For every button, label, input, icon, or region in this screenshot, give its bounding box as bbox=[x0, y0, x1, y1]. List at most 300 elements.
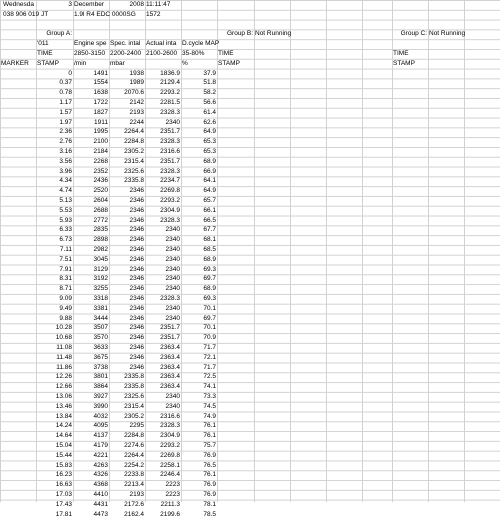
cell-actual-intake[interactable]: 2351.7 bbox=[160, 334, 180, 342]
cell-spec-intake[interactable]: 2346 bbox=[129, 334, 144, 342]
cell-engine-speed[interactable]: 4179 bbox=[93, 442, 108, 449]
table-row bbox=[0, 98, 500, 108]
cell-spec-intake[interactable]: 2162.4 bbox=[124, 510, 144, 518]
cell-spec-intake[interactable]: 2172.6 bbox=[124, 500, 144, 508]
spec-duty-cycle-range[interactable]: 35-80% bbox=[182, 50, 205, 57]
cell-time-stamp[interactable]: 8.71 bbox=[59, 285, 72, 293]
cell-spec-intake[interactable]: 2335.8 bbox=[124, 383, 144, 391]
cell-spec-intake[interactable]: 2264.4 bbox=[124, 451, 144, 459]
cell-engine-speed[interactable]: 3675 bbox=[93, 353, 108, 361]
cell-engine-speed[interactable]: 2982 bbox=[93, 246, 108, 253]
cell-duty-cycle[interactable]: 65.3 bbox=[203, 138, 216, 146]
cell-duty-cycle[interactable]: 68.9 bbox=[203, 285, 216, 293]
cell-engine-speed[interactable]: 3738 bbox=[93, 363, 108, 371]
cell-time-stamp[interactable]: 13.46 bbox=[55, 402, 72, 410]
cell-duty-cycle[interactable]: 76.5 bbox=[203, 461, 216, 469]
cell-duty-cycle[interactable]: 76.9 bbox=[203, 491, 216, 498]
cell-actual-intake[interactable]: 2129.4 bbox=[160, 79, 180, 87]
header-time[interactable]: TIME bbox=[37, 50, 53, 57]
cell-engine-speed[interactable]: 2772 bbox=[93, 216, 108, 224]
cell-engine-speed[interactable]: 1491 bbox=[93, 69, 108, 77]
cell-actual-intake[interactable]: 2281.5 bbox=[160, 99, 180, 106]
cell-actual-intake[interactable]: 2363.4 bbox=[160, 363, 180, 371]
cell-engine-speed[interactable]: 3864 bbox=[93, 383, 108, 391]
cell-spec-intake[interactable]: 2233.8 bbox=[124, 471, 144, 479]
table-row bbox=[0, 421, 500, 431]
cell-actual-intake[interactable]: 2223 bbox=[165, 481, 180, 489]
cell-duty-cycle[interactable]: 76.9 bbox=[203, 451, 216, 459]
cell-duty-cycle[interactable]: 74.9 bbox=[203, 412, 216, 420]
cell-spec-intake[interactable]: 2193 bbox=[129, 108, 144, 116]
cell-duty-cycle[interactable]: 70.1 bbox=[203, 324, 216, 332]
cell-spec-intake[interactable]: 2335.8 bbox=[124, 177, 144, 185]
cell-duty-cycle[interactable]: 70.1 bbox=[203, 304, 216, 312]
cell-month[interactable]: December bbox=[74, 1, 104, 8]
cell-actual-intake[interactable]: 2328.3 bbox=[160, 216, 180, 224]
table-row bbox=[0, 284, 500, 294]
table-row bbox=[0, 323, 500, 333]
header-marker[interactable]: MARKER bbox=[1, 59, 29, 67]
cell-spec-intake[interactable]: 2346 bbox=[129, 363, 144, 371]
header-engine-speed[interactable]: Engine spe bbox=[74, 40, 107, 48]
cell-actual-intake[interactable]: 2340 bbox=[165, 285, 180, 293]
table-row bbox=[0, 186, 500, 196]
cell-spec-intake[interactable]: 2305.2 bbox=[124, 148, 144, 155]
cell-time-stamp[interactable]: 17.03 bbox=[55, 491, 72, 498]
cell-time-stamp[interactable]: 4.74 bbox=[59, 187, 72, 195]
cell-duty-cycle[interactable]: 69.7 bbox=[203, 314, 216, 322]
cell-engine-speed[interactable]: 2898 bbox=[93, 236, 108, 244]
cell-time-stamp[interactable]: 13.84 bbox=[55, 412, 72, 420]
cell-time-stamp[interactable]: 1.17 bbox=[59, 99, 72, 106]
cell-engine-speed[interactable]: 4431 bbox=[93, 500, 108, 508]
table-row bbox=[0, 235, 500, 245]
cell-time-stamp[interactable]: 15.83 bbox=[55, 461, 72, 469]
cell-duty-cycle[interactable]: 58.2 bbox=[203, 89, 216, 97]
cell-engine-speed[interactable]: 2184 bbox=[93, 148, 108, 155]
cell-actual-intake[interactable]: 2340 bbox=[165, 236, 180, 244]
cell-spec-intake[interactable]: 2346 bbox=[129, 226, 144, 234]
table-row bbox=[0, 392, 500, 402]
cell-duty-cycle[interactable]: 51.8 bbox=[203, 79, 216, 87]
unit-mbar[interactable]: mbar bbox=[110, 59, 125, 67]
cell-spec-intake[interactable]: 2346 bbox=[129, 275, 144, 283]
cell-time-stamp[interactable]: 0.37 bbox=[59, 79, 72, 87]
cell-actual-intake[interactable]: 2363.4 bbox=[160, 353, 180, 361]
cell-time-stamp[interactable]: 5.53 bbox=[59, 206, 72, 214]
cell-spec-intake[interactable]: 2346 bbox=[129, 324, 144, 332]
table-row bbox=[0, 343, 500, 353]
cell-time[interactable]: 11:11:47 bbox=[146, 1, 171, 8]
cell-duty-cycle[interactable]: 71.7 bbox=[203, 344, 216, 351]
cell-engine-speed[interactable]: 2688 bbox=[93, 206, 108, 214]
table-row bbox=[0, 412, 500, 422]
cell-spec-intake[interactable]: 2315.4 bbox=[124, 157, 144, 165]
cell-time-stamp[interactable]: 3.96 bbox=[59, 167, 72, 175]
cell-day[interactable]: 3 bbox=[68, 1, 72, 8]
spec-engine-speed-range[interactable]: 2850-3150 bbox=[74, 50, 106, 57]
table-row bbox=[0, 431, 500, 441]
cell-engine-speed[interactable]: 1995 bbox=[93, 128, 108, 136]
sheet-row-spec-ranges bbox=[0, 49, 500, 59]
cell-duty-cycle[interactable]: 76.1 bbox=[203, 432, 216, 440]
cell-time-stamp[interactable]: 5.93 bbox=[59, 216, 72, 224]
cell-spec-intake[interactable]: 2346 bbox=[129, 216, 144, 224]
cell-duty-cycle[interactable]: 66.5 bbox=[203, 216, 216, 224]
table-row bbox=[0, 441, 500, 451]
cell-engine-speed[interactable]: 3507 bbox=[93, 324, 108, 332]
cell-time-stamp[interactable]: 7.91 bbox=[59, 265, 72, 273]
cell-time-stamp[interactable]: 10.28 bbox=[55, 324, 72, 332]
header-duty-cycle-map[interactable]: D.cycle MAP bbox=[182, 40, 220, 48]
cell-duty-cycle[interactable]: 68.9 bbox=[203, 157, 216, 165]
cell-duty-cycle[interactable]: 72.5 bbox=[203, 373, 216, 381]
cell-actual-intake[interactable]: 2246.4 bbox=[160, 471, 180, 479]
cell-engine-speed[interactable]: 2604 bbox=[93, 197, 108, 204]
cell-time-stamp[interactable]: 17.81 bbox=[55, 510, 72, 518]
table-row bbox=[0, 206, 500, 216]
cell-actual-intake[interactable]: 2340 bbox=[165, 118, 180, 126]
cell-duty-cycle[interactable]: 73.3 bbox=[203, 393, 216, 400]
cell-engine-speed[interactable]: 2520 bbox=[93, 187, 108, 195]
cell-spec-intake[interactable]: 2142 bbox=[129, 99, 144, 106]
cell-duty-cycle[interactable]: 78.5 bbox=[203, 510, 216, 518]
cell-actual-intake[interactable]: 2363.4 bbox=[160, 373, 180, 381]
cell-duty-cycle[interactable]: 65.3 bbox=[203, 148, 216, 155]
cell-engine-speed[interactable]: 2100 bbox=[93, 138, 108, 146]
cell-spec-intake[interactable]: 2315.4 bbox=[124, 402, 144, 410]
cell-engine-speed[interactable]: 1911 bbox=[94, 118, 108, 126]
cell-time-stamp[interactable]: 2.76 bbox=[59, 138, 72, 146]
cell-actual-intake[interactable]: 2340 bbox=[165, 275, 180, 283]
table-row bbox=[0, 372, 500, 382]
cell-engine-speed[interactable]: 4263 bbox=[93, 461, 108, 469]
cell-group-c-status[interactable]: Not Running bbox=[429, 30, 466, 38]
header-group-b-time[interactable]: TIME bbox=[218, 50, 234, 57]
cell-spec-intake[interactable]: 2346 bbox=[129, 236, 144, 244]
header-spec-intake[interactable]: Spec. intal bbox=[110, 40, 141, 48]
cell-spec-intake[interactable]: 2325.6 bbox=[124, 393, 144, 400]
cell-weekday[interactable]: Wednesda bbox=[3, 1, 34, 8]
table-row bbox=[0, 88, 500, 98]
cell-time-stamp[interactable]: 14.24 bbox=[55, 422, 72, 430]
cell-spec-intake[interactable]: 1989 bbox=[129, 79, 144, 87]
cell-time-stamp[interactable]: 0 bbox=[68, 69, 72, 77]
header-group-b-stamp[interactable]: STAMP bbox=[218, 59, 240, 67]
cell-duty-cycle[interactable]: 67.7 bbox=[203, 226, 216, 234]
table-row bbox=[0, 69, 500, 79]
cell-duty-cycle[interactable]: 62.6 bbox=[203, 118, 216, 126]
cell-spec-intake[interactable]: 2346 bbox=[129, 304, 144, 312]
cell-time-stamp[interactable]: 11.48 bbox=[56, 353, 72, 361]
header-group-c-stamp[interactable]: STAMP bbox=[393, 59, 415, 67]
cell-spec-intake[interactable]: 2346 bbox=[129, 295, 144, 302]
cell-actual-intake[interactable]: 2363.4 bbox=[160, 344, 180, 351]
cell-time-stamp[interactable]: 13.06 bbox=[55, 393, 72, 400]
cell-engine-speed[interactable]: 3927 bbox=[93, 393, 108, 400]
cell-time-stamp[interactable]: 1.97 bbox=[59, 118, 72, 126]
cell-engine-speed[interactable]: 3801 bbox=[93, 373, 108, 381]
table-row bbox=[0, 490, 500, 500]
cell-duty-cycle[interactable]: 61.4 bbox=[203, 108, 216, 116]
table-row bbox=[0, 314, 500, 324]
cell-duty-cycle[interactable]: 74.1 bbox=[203, 383, 216, 391]
table-row bbox=[0, 402, 500, 412]
cell-actual-intake[interactable]: 2328.3 bbox=[160, 167, 180, 175]
cell-time-stamp[interactable]: 9.49 bbox=[59, 304, 72, 312]
cell-spec-intake[interactable]: 2264.4 bbox=[124, 128, 144, 136]
cell-duty-cycle[interactable]: 66.9 bbox=[203, 167, 216, 175]
cell-actual-intake[interactable]: 2340 bbox=[165, 304, 180, 312]
table-row bbox=[0, 304, 500, 314]
table-row bbox=[0, 470, 500, 480]
cell-time-stamp[interactable]: 16.23 bbox=[55, 471, 72, 479]
cell-duty-cycle[interactable]: 78.1 bbox=[203, 500, 216, 508]
cell-time-stamp[interactable]: 12.26 bbox=[55, 373, 72, 381]
cell-actual-intake[interactable]: 2293.2 bbox=[160, 89, 180, 97]
cell-duty-cycle[interactable]: 56.6 bbox=[203, 99, 216, 106]
cell-engine-speed[interactable]: 1554 bbox=[93, 79, 108, 87]
cell-time-stamp[interactable]: 10.68 bbox=[55, 334, 72, 342]
cell-engine-speed[interactable]: 1722 bbox=[93, 99, 108, 106]
spec-actual-intake-range[interactable]: 2100-2600 bbox=[146, 50, 178, 57]
cell-actual-intake[interactable]: 2351.7 bbox=[160, 128, 180, 136]
table-row bbox=[0, 382, 500, 392]
cell-spec-intake[interactable]: 2325.6 bbox=[124, 167, 144, 175]
cell-spec-intake[interactable]: 2346 bbox=[129, 344, 144, 351]
cell-engine-speed[interactable]: 3633 bbox=[93, 344, 108, 351]
cell-duty-cycle[interactable]: 68.5 bbox=[203, 246, 216, 253]
cell-actual-intake[interactable]: 2328.3 bbox=[160, 295, 180, 302]
cell-duty-cycle[interactable]: 64.1 bbox=[203, 177, 216, 185]
cell-engine-speed[interactable]: 2835 bbox=[93, 226, 108, 234]
cell-time-stamp[interactable]: 5.13 bbox=[59, 197, 72, 204]
cell-actual-intake[interactable]: 2269.8 bbox=[160, 451, 180, 459]
table-row bbox=[0, 225, 500, 235]
cell-spec-intake[interactable]: 2274.6 bbox=[124, 442, 144, 449]
header-stamp[interactable]: STAMP bbox=[37, 59, 59, 67]
cell-actual-intake[interactable]: 2340 bbox=[165, 265, 180, 273]
cell-actual-intake[interactable]: 2351.7 bbox=[160, 157, 180, 165]
cell-engine-speed[interactable]: 3990 bbox=[93, 402, 108, 410]
sheet-row-units bbox=[0, 59, 500, 69]
cell-duty-cycle[interactable]: 66.1 bbox=[203, 206, 216, 214]
cell-duty-cycle[interactable]: 71.7 bbox=[203, 363, 216, 371]
cell-spec-intake[interactable]: 1938 bbox=[129, 69, 144, 77]
cell-time-stamp[interactable]: 11.86 bbox=[56, 363, 72, 371]
cell-time-stamp[interactable]: 0.78 bbox=[59, 89, 72, 97]
cell-engine-speed[interactable]: 1638 bbox=[93, 89, 108, 97]
cell-engine-speed[interactable]: 3129 bbox=[93, 265, 108, 273]
cell-time-stamp[interactable]: 7.51 bbox=[59, 255, 72, 263]
cell-duty-cycle[interactable]: 74.5 bbox=[203, 402, 216, 410]
cell-time-stamp[interactable]: 6.73 bbox=[59, 236, 72, 244]
table-row bbox=[0, 127, 500, 137]
cell-actual-intake[interactable]: 2340 bbox=[165, 393, 180, 400]
cell-time-stamp[interactable]: 3.16 bbox=[59, 148, 72, 155]
table-row bbox=[0, 137, 500, 147]
cell-engine-speed[interactable]: 2436 bbox=[93, 177, 108, 185]
cell-time-stamp[interactable]: 3.56 bbox=[59, 157, 72, 165]
cell-duty-cycle[interactable]: 68.9 bbox=[203, 255, 216, 263]
header-group-c-time[interactable]: TIME bbox=[393, 50, 409, 57]
cell-group-a-label[interactable]: Group A: bbox=[46, 30, 72, 38]
cell-actual-intake[interactable]: 2223 bbox=[165, 491, 180, 498]
cell-time-stamp[interactable]: 15.04 bbox=[55, 442, 72, 449]
cell-engine-speed[interactable]: 4326 bbox=[93, 471, 108, 479]
cell-engine-speed[interactable]: 3570 bbox=[93, 334, 108, 342]
table-row bbox=[0, 176, 500, 186]
sheet-row-measurement-names bbox=[0, 39, 500, 49]
cell-actual-intake[interactable]: 2269.8 bbox=[160, 187, 180, 195]
unit-percent[interactable]: % bbox=[182, 59, 188, 67]
cell-spec-intake[interactable]: 2305.2 bbox=[124, 412, 144, 420]
cell-duty-cycle[interactable]: 64.9 bbox=[203, 187, 216, 195]
cell-actual-intake[interactable]: 2211.3 bbox=[160, 500, 180, 508]
cell-actual-intake[interactable]: 2304.9 bbox=[160, 206, 180, 214]
cell-spec-intake[interactable]: 2346 bbox=[129, 314, 144, 322]
cell-engine-speed[interactable]: 4137 bbox=[93, 432, 108, 440]
cell-engine-speed[interactable]: 3381 bbox=[93, 304, 108, 312]
cell-engine-speed[interactable]: 4032 bbox=[93, 412, 108, 420]
cell-part-number[interactable]: 038 906 019 JT bbox=[3, 10, 49, 18]
cell-spec-intake[interactable]: 2346 bbox=[129, 285, 144, 293]
cell-engine-speed[interactable]: 4410 bbox=[93, 491, 108, 498]
cell-engine-speed[interactable]: 3045 bbox=[93, 255, 108, 263]
cell-duty-cycle[interactable]: 69.3 bbox=[203, 295, 216, 302]
cell-spec-intake[interactable]: 2335.8 bbox=[124, 373, 144, 381]
cell-spec-intake[interactable]: 2346 bbox=[129, 246, 144, 253]
cell-duty-cycle[interactable]: 75.7 bbox=[203, 442, 216, 449]
cell-actual-intake[interactable]: 2199.6 bbox=[160, 510, 180, 518]
cell-actual-intake[interactable]: 2340 bbox=[165, 314, 180, 322]
cell-spec-intake[interactable]: 2193 bbox=[129, 491, 144, 498]
cell-group-b-label[interactable]: Group B: bbox=[226, 30, 253, 38]
table-row bbox=[0, 167, 500, 177]
table-row bbox=[0, 480, 500, 490]
cell-spec-intake[interactable]: 2346 bbox=[129, 255, 144, 263]
cell-duty-cycle[interactable]: 76.9 bbox=[203, 481, 216, 489]
cell-duty-cycle[interactable]: 69.7 bbox=[203, 275, 216, 283]
cell-engine-speed[interactable]: 4368 bbox=[93, 481, 108, 489]
cell-engine-speed[interactable]: 3255 bbox=[93, 285, 108, 293]
unit-per-min[interactable]: /min bbox=[74, 59, 87, 67]
cell-spec-intake[interactable]: 2284.8 bbox=[124, 138, 144, 146]
cell-spec-intake[interactable]: 2254.2 bbox=[124, 461, 144, 469]
cell-actual-intake[interactable]: 2351.7 bbox=[160, 324, 180, 332]
header-actual-intake[interactable]: Actual inta bbox=[146, 40, 177, 48]
cell-engine-speed[interactable]: 3444 bbox=[93, 314, 108, 322]
cell-spec-intake[interactable]: 2295 bbox=[129, 422, 144, 430]
cell-group-a-id[interactable]: '011 bbox=[37, 40, 49, 48]
cell-time-stamp[interactable]: 9.88 bbox=[59, 314, 72, 322]
cell-actual-intake[interactable]: 2328.3 bbox=[160, 108, 180, 116]
cell-actual-intake[interactable]: 2328.3 bbox=[160, 422, 180, 430]
cell-duty-cycle[interactable]: 76.1 bbox=[203, 422, 216, 430]
table-row bbox=[0, 333, 500, 343]
cell-duty-cycle[interactable]: 70.9 bbox=[203, 334, 216, 342]
cell-spec-intake[interactable]: 2244 bbox=[129, 118, 144, 126]
cell-spec-intake[interactable]: 2346 bbox=[129, 265, 144, 273]
table-row bbox=[0, 265, 500, 275]
cell-actual-intake[interactable]: 2328.3 bbox=[160, 138, 180, 146]
cell-time-stamp[interactable]: 6.33 bbox=[59, 226, 72, 234]
spec-intake-range[interactable]: 2200-2400 bbox=[110, 50, 142, 57]
cell-code[interactable]: 1572 bbox=[146, 10, 161, 18]
cell-group-c-label[interactable]: Group C: bbox=[400, 30, 427, 38]
cell-time-stamp[interactable]: 8.31 bbox=[59, 275, 72, 283]
cell-actual-intake[interactable]: 2340 bbox=[165, 402, 180, 410]
cell-actual-intake[interactable]: 2293.2 bbox=[160, 197, 180, 204]
cell-actual-intake[interactable]: 2316.6 bbox=[160, 412, 180, 420]
cell-engine-speed[interactable]: 4095 bbox=[93, 422, 108, 430]
table-row bbox=[0, 78, 500, 88]
cell-time-stamp[interactable]: 1.57 bbox=[59, 108, 72, 116]
cell-time-stamp[interactable]: 12.66 bbox=[55, 383, 72, 391]
cell-duty-cycle[interactable]: 72.1 bbox=[203, 353, 216, 361]
cell-engine-speed[interactable]: 4473 bbox=[93, 510, 108, 518]
cell-time-stamp[interactable]: 2.36 bbox=[59, 128, 72, 136]
cell-spec-intake[interactable]: 2346 bbox=[129, 206, 144, 214]
cell-actual-intake[interactable]: 2293.2 bbox=[160, 442, 180, 449]
cell-time-stamp[interactable]: 7.11 bbox=[59, 246, 72, 253]
cell-duty-cycle[interactable]: 64.9 bbox=[203, 128, 216, 136]
cell-engine-speed[interactable]: 1827 bbox=[93, 108, 108, 116]
cell-time-stamp[interactable]: 11.08 bbox=[56, 344, 72, 351]
cell-engine-speed[interactable]: 2352 bbox=[93, 167, 108, 175]
cell-spec-intake[interactable]: 2070.6 bbox=[124, 89, 144, 97]
cell-spec-intake[interactable]: 2213.4 bbox=[124, 481, 144, 489]
cell-spec-intake[interactable]: 2346 bbox=[129, 353, 144, 361]
cell-engine-speed[interactable]: 4221 bbox=[93, 451, 108, 459]
cell-actual-intake[interactable]: 2304.9 bbox=[160, 432, 180, 440]
cell-engine-speed[interactable]: 3318 bbox=[93, 295, 108, 302]
table-row bbox=[0, 510, 500, 519]
cell-duty-cycle[interactable]: 68.1 bbox=[203, 236, 216, 244]
cell-engine-speed[interactable]: 2268 bbox=[93, 157, 108, 165]
cell-spec-intake[interactable]: 2284.8 bbox=[124, 432, 144, 440]
cell-actual-intake[interactable]: 2363.4 bbox=[160, 383, 180, 391]
cell-time-stamp[interactable]: 16.63 bbox=[55, 481, 72, 489]
cell-time-stamp[interactable]: 15.44 bbox=[55, 451, 72, 459]
cell-time-stamp[interactable]: 17.43 bbox=[55, 500, 72, 508]
table-row bbox=[0, 157, 500, 167]
cell-spec-intake[interactable]: 2346 bbox=[129, 197, 144, 204]
unit-empty[interactable] bbox=[145, 59, 181, 69]
cell-actual-intake[interactable]: 2316.6 bbox=[160, 148, 180, 155]
cell-group-b-status[interactable]: Not Running bbox=[255, 30, 292, 38]
table-row bbox=[0, 500, 500, 510]
cell-actual-intake[interactable]: 2340 bbox=[165, 226, 180, 234]
cell-ecu-description[interactable]: 1.9l R4 EDC 0000SG bbox=[74, 10, 136, 18]
cell-actual-intake[interactable]: 2258.1 bbox=[160, 461, 180, 469]
cell-time-stamp[interactable]: 9.09 bbox=[59, 295, 72, 302]
cell-duty-cycle[interactable]: 37.9 bbox=[203, 69, 216, 77]
cell-duty-cycle[interactable]: 76.1 bbox=[203, 471, 216, 479]
cell-duty-cycle[interactable]: 69.3 bbox=[203, 265, 216, 273]
cell-engine-speed[interactable]: 3192 bbox=[93, 275, 108, 283]
cell-year[interactable]: 2008 bbox=[129, 1, 144, 8]
cell-spec-intake[interactable]: 2346 bbox=[129, 187, 144, 195]
cell-time-stamp[interactable]: 4.34 bbox=[59, 177, 72, 185]
cell-actual-intake[interactable]: 2340 bbox=[165, 246, 180, 253]
cell-actual-intake[interactable]: 2340 bbox=[165, 255, 180, 263]
table-row bbox=[0, 294, 500, 304]
cell-time-stamp[interactable]: 14.64 bbox=[55, 432, 72, 440]
cell-actual-intake[interactable]: 2234.7 bbox=[160, 177, 180, 185]
cell-duty-cycle[interactable]: 65.7 bbox=[203, 197, 216, 204]
cell-actual-intake[interactable]: 1836.9 bbox=[160, 69, 180, 77]
